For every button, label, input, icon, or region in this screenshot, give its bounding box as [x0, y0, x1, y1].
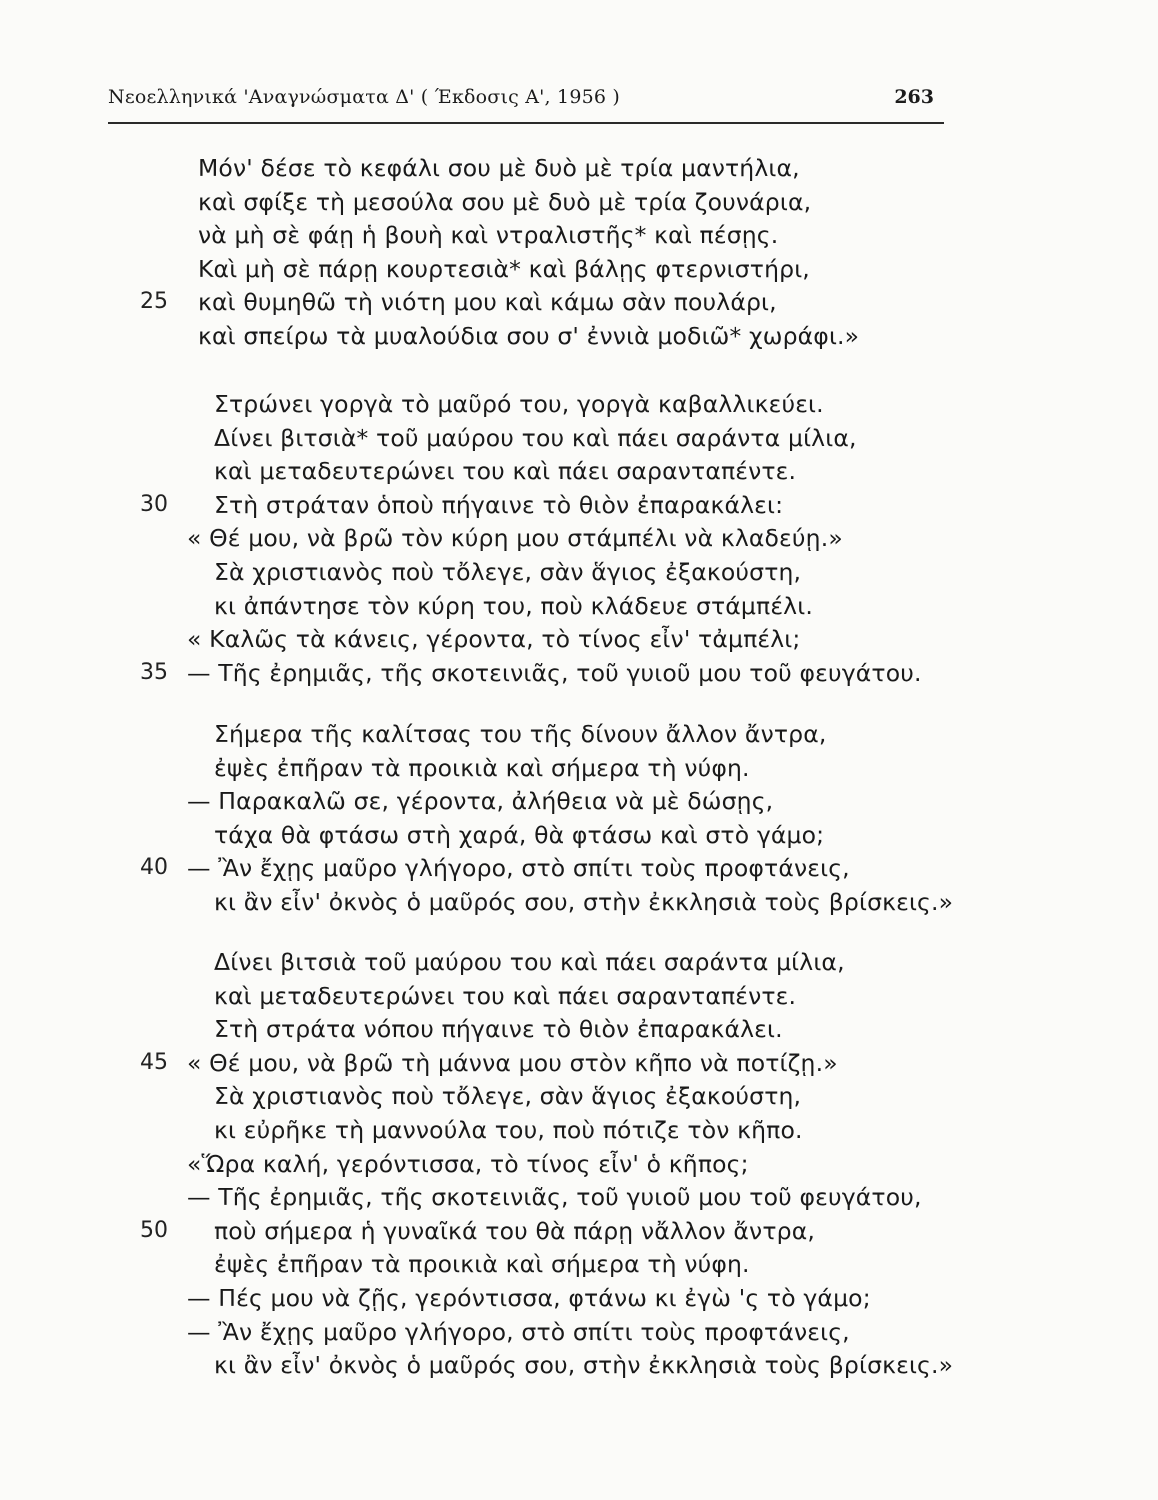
poem-line — [0, 850, 1158, 886]
line-text: τάχα θὰ φτάσω στὴ χαρά, θὰ φτάσω καὶ στὸ γάμο; — [214, 820, 825, 849]
line-text: Στὴ στράταν ὁποὺ πήγαινε τὸ θιὸν ἐπαρακάλει: — [214, 490, 784, 519]
line-text: Στὴ στράτα νόπου πήγαινε τὸ θιὸν ἐπαρακάλει. — [214, 1015, 783, 1044]
poem-line — [0, 284, 1158, 320]
poem-line — [0, 750, 1158, 786]
poem-line — [0, 453, 1158, 489]
poem-line — [0, 1347, 1158, 1383]
poem-line — [0, 817, 1158, 853]
line-number: 35 — [140, 659, 168, 685]
header-divider — [108, 122, 944, 124]
line-text: καὶ μεταδευτερώνει του καὶ πάει σαρανταπέντε. — [214, 981, 797, 1010]
poem-line — [0, 978, 1158, 1014]
line-text: « Καλῶς τὰ κάνεις, γέροντα, τὸ τίνος εἶν' τἀμπέλι; — [187, 625, 801, 654]
line-text: Καὶ μὴ σὲ πάρῃ κουρτεσιὰ* καὶ βάλῃς φτερνιστήρι, — [198, 254, 810, 283]
line-text: κι ἂν εἶν' ὀκνὸς ὁ μαῦρός σου, στὴν ἐκκλησιὰ τοὺς βρίσκεις.» — [214, 1351, 954, 1380]
poem-line — [0, 251, 1158, 287]
line-text: κι ἂν εἶν' ὀκνὸς ὁ μαῦρός σου, στὴν ἐκκλησιὰ τοὺς βρίσκεις.» — [214, 888, 954, 916]
line-text: Μόν' δέσε τὸ κεφάλι σου μὲ δυὸ μὲ τρία μαντήλια, — [198, 154, 800, 182]
poem-line — [0, 1246, 1158, 1282]
poem-line — [0, 217, 1158, 253]
line-text: — Ἂν ἔχῃς μαῦρο γλήγορο, στὸ σπίτι τοὺς προφτάνεις, — [187, 1317, 850, 1346]
poem-line — [0, 1213, 1158, 1249]
poem-line — [0, 1280, 1158, 1316]
poem-line — [0, 1146, 1158, 1182]
poem-line — [0, 420, 1158, 456]
line-text: ἐψὲς ἐπῆραν τὰ προικιὰ καὶ σήμερα τὴ νύφη. — [214, 1250, 750, 1279]
poem-line — [0, 944, 1158, 980]
line-text: κι ἀπάντησε τὸν κύρη του, ποὺ κλάδευε στάμπέλι. — [214, 591, 813, 620]
poem-line — [0, 1112, 1158, 1148]
line-text: Στρώνει γοργὰ τὸ μαῦρό του, γοργὰ καβαλλικεύει. — [214, 390, 824, 418]
line-number: 45 — [140, 1049, 168, 1075]
line-text: Σὰ χριστιανὸς ποὺ τὄλεγε, σὰν ἅγιος ἐξακούστη, — [214, 1082, 802, 1111]
line-text: — Τῆς ἐρημιᾶς, τῆς σκοτεινιᾶς, τοῦ γυιοῦ μου τοῦ φευγάτου, — [187, 1183, 922, 1212]
poem-line — [0, 386, 1158, 422]
line-text: νὰ μὴ σὲ φάῃ ἡ βουὴ καὶ ντραλιστῆς* καὶ πέσῃς. — [198, 221, 779, 250]
page-number: 263 — [894, 86, 934, 108]
poem-line — [0, 318, 1158, 354]
poem-line — [0, 655, 1158, 691]
running-header — [108, 86, 944, 116]
poem-line — [0, 1045, 1158, 1081]
poem-line — [0, 487, 1158, 523]
poem-line — [0, 1314, 1158, 1350]
line-text: καὶ μεταδευτερώνει του καὶ πάει σαρανταπέντε. — [214, 457, 797, 486]
poem-line — [0, 621, 1158, 657]
poem-line — [0, 884, 1158, 920]
line-number: 50 — [140, 1217, 168, 1243]
header-title: Νεοελληνικά 'Αναγνώσματα Δ' ( Έκδοσις Α', 1956 ) — [108, 86, 621, 108]
line-text: καὶ θυμηθῶ τὴ νιότη μου καὶ κάμω σὰν πουλάρι, — [198, 288, 777, 317]
line-text: « Θέ μου, νὰ βρῶ τὴ μάννα μου στὸν κῆπο νὰ ποτίζῃ.» — [187, 1048, 838, 1077]
line-text: — Ἂν ἔχῃς μαῦρο γλήγορο, στὸ σπίτι τοὺς προφτάνεις, — [187, 854, 850, 883]
line-number: 30 — [140, 491, 168, 517]
poem-line — [0, 1179, 1158, 1215]
line-text: Σήμερα τῆς καλίτσας του τῆς δίνουν ἄλλον ἄντρα, — [214, 720, 827, 748]
line-text: Σὰ χριστιανὸς ποὺ τὄλεγε, σὰν ἅγιος ἐξακούστη, — [214, 558, 802, 586]
line-text: — Πές μου νὰ ζῇς, γερόντισσα, φτάνω κι ἐγὼ 'ς τὸ γάμο; — [187, 1284, 871, 1312]
poem-line — [0, 520, 1158, 556]
poem-line — [0, 1078, 1158, 1114]
line-text: Δίνει βιτσιὰ τοῦ μαύρου του καὶ πάει σαράντα μίλια, — [214, 948, 845, 976]
poem-line — [0, 554, 1158, 590]
line-text: καὶ σφίξε τὴ μεσούλα σου μὲ δυὸ μὲ τρία ζουνάρια, — [198, 187, 812, 216]
poem-line — [0, 588, 1158, 624]
line-text: κι εὐρῆκε τὴ μαννούλα του, ποὺ πότιζε τὸν κῆπο. — [214, 1116, 803, 1144]
line-text: καὶ σπείρω τὰ μυαλούδια σου σ' ἐννιὰ μοδιῶ* χωράφι.» — [198, 322, 860, 350]
poem-line — [0, 150, 1158, 186]
line-text: « Θέ μου, νὰ βρῶ τὸν κύρη μου στάμπέλι νὰ κλαδεύῃ.» — [187, 524, 843, 553]
poem-line — [0, 783, 1158, 819]
line-number: 40 — [140, 855, 168, 881]
line-text: Δίνει βιτσιὰ* τοῦ μαύρου του καὶ πάει σαράντα μίλια, — [214, 423, 857, 452]
poem-line — [0, 716, 1158, 752]
line-text: — Τῆς ἐρημιᾶς, τῆς σκοτεινιᾶς, τοῦ γυιοῦ μου τοῦ φευγάτου. — [187, 658, 922, 687]
line-number: 25 — [140, 289, 168, 315]
line-text: «Ὥρα καλή, γερόντισσα, τὸ τίνος εἶν' ὁ κῆπος; — [187, 1149, 749, 1178]
line-text: ἐψὲς ἐπῆραν τὰ προικιὰ καὶ σήμερα τὴ νύφη. — [214, 753, 750, 782]
poem-line — [0, 1011, 1158, 1047]
poem-line — [0, 184, 1158, 220]
line-text: ποὺ σήμερα ἡ γυναῖκά του θὰ πάρῃ νἄλλον ἄντρα, — [214, 1216, 815, 1245]
line-text: — Παρακαλῶ σε, γέροντα, ἀλήθεια νὰ μὲ δώσῃς, — [187, 787, 774, 816]
